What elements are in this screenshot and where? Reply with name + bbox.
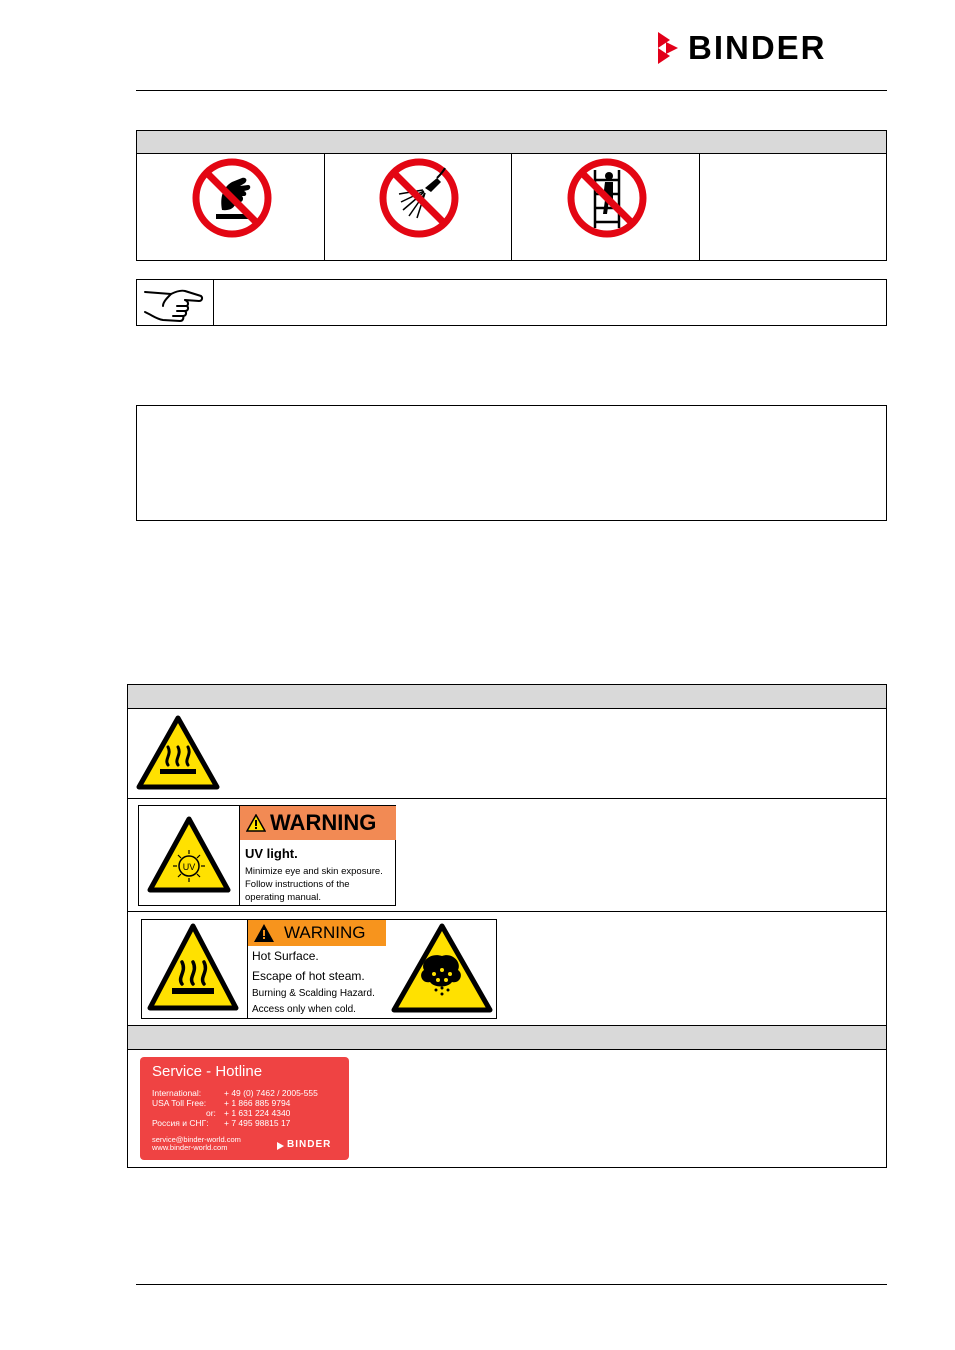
footer-rule [136,1284,887,1285]
labels-table-subheader [128,1025,886,1050]
hotline-email: service@binder-world.com [152,1135,241,1144]
labels-table-header [128,685,886,709]
row-divider [128,911,886,912]
hotline-intl-value: + 49 (0) 7462 / 2005-555 [224,1088,318,1098]
uv-warning-header [239,806,396,840]
hotline-russia-label: Россия и СНГ: [152,1118,209,1128]
service-hotline-title: Service - Hotline [152,1063,263,1080]
brand-logo [656,30,888,66]
hot-warning-line: Burning & Scalding Hazard. [252,988,375,999]
hotline-or-label: or: [206,1108,216,1118]
hotline-usa-value: + 1 866 885 9794 [224,1098,291,1108]
uv-warning-heading: WARNING [270,810,377,835]
uv-light-warning-icon [147,816,231,894]
no-climbing-icon [567,158,647,238]
note-icon-cell [137,280,214,325]
uv-warning-line: operating manual. [245,892,322,903]
hot-surface-warning-icon [136,715,220,791]
hotline-web: www.binder-world.com [152,1143,228,1152]
hot-warning-line: Access only when cold. [252,1004,356,1015]
binder-logo-icon [656,30,682,66]
pointing-hand-icon [141,282,207,324]
hot-warning-header [247,920,386,946]
hotline-brand: BINDER [287,1139,332,1150]
service-hotline-label [140,1057,349,1160]
uv-warning-text [245,865,383,904]
text-box [136,405,887,521]
hot-steam-warning-icon [390,922,494,1016]
table-divider [511,154,512,260]
uv-warning-line: Minimize eye and skin exposure. [245,866,383,877]
uv-warning-label [138,805,396,906]
warning-triangle-icon [246,814,266,832]
prohibition-table-header [137,131,886,154]
binder-logo-icon [276,1141,285,1151]
header-rule [136,90,887,91]
hot-surface-warning-icon [146,922,240,1014]
prohibition-table [136,130,887,261]
svg-text:UV: UV [182,862,196,872]
no-water-spray-icon [379,158,459,238]
uv-warning-body [239,840,396,905]
hotline-usa-label: USA Toll Free: [152,1098,207,1108]
table-divider [324,154,325,260]
note-box [136,279,887,326]
hotline-or-value: + 1 631 224 4340 [224,1108,291,1118]
brand-logo-text: BINDER [688,29,827,66]
hot-warning-body [247,946,386,1018]
hot-surface-steam-label [141,919,497,1019]
uv-warning-line: Follow instructions of the [245,879,350,890]
row-divider [128,798,886,799]
hot-warning-heading: WARNING [284,923,366,942]
table-divider [699,154,700,260]
hot-warning-line: Hot Surface. [252,949,319,963]
hot-warning-line: Escape of hot steam. [252,969,365,983]
warning-triangle-icon [253,923,275,943]
uv-warning-title: UV light. [245,846,298,861]
hotline-russia-value: + 7 495 98815 17 [224,1118,291,1128]
hotline-intl-label: International: [152,1088,202,1098]
no-touching-hot-surface-icon [192,158,272,238]
labels-table [127,684,887,1168]
